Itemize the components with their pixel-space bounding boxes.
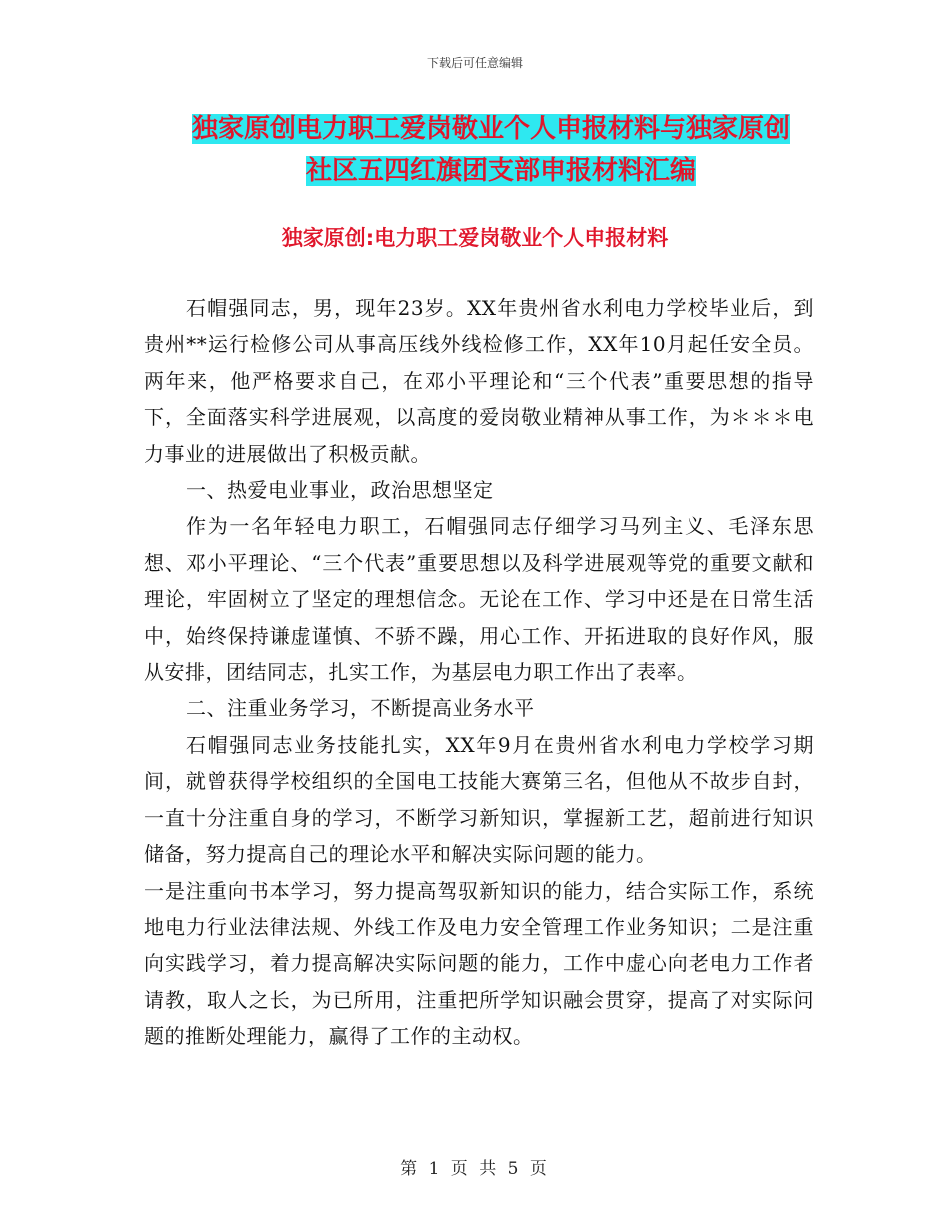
title-line-1: 独家原创电力职工爱岗敬业个人申报材料与独家原创 xyxy=(192,114,791,144)
heading-1: 一、热爱电业事业，政治思想坚定 xyxy=(186,478,494,503)
heading-2: 二、注重业务学习，不断提高业务水平 xyxy=(186,696,535,721)
document-title xyxy=(150,108,830,192)
page-footer: 第 1 页 共 5 页 xyxy=(400,1159,550,1179)
paragraph-1: 作为一名年轻电力职工，石帽强同志仔细学习马列主义、毛泽东思想、邓小平理论、“三个代表”重要思想以及科学进展观等党的重要文献和理论，牢固树立了坚定的理想信念。无论在工作、学习中还是在日常生活中，始终保持谦虚谨慎、不骄不躁，用心工作、开拓进取的良好作风，服从安排，团结同志，扎实工作，为基层电力职工作出了表率。 xyxy=(144,514,814,685)
paragraph-3: 一是注重向书本学习，努力提高驾驭新知识的能力，结合实际工作，系统地电力行业法律法规、外线工作及电力安全管理工作业务知识；二是注重向实践学习，着力提高解决实际问题的能力，工作中虚心向老电力工作者请教，取人之长，为已所用，注重把所学知识融会贯穿，提高了对实际问题的推断处理能力，赢得了工作的主动权。 xyxy=(144,878,814,1049)
paragraph-2: 石帽强同志业务技能扎实，XX年9月在贵州省水利电力学校学习期间，就曾获得学校组织的全国电工技能大赛第三名，但他从不故步自封，一直十分注重自身的学习，不断学习新知识，掌握新工艺，超前进行知识储备，努力提高自己的理论水平和解决实际问题的能力。 xyxy=(144,732,814,867)
section-title: 独家原创:电力职工爱岗敬业个人申报材料 xyxy=(281,226,669,250)
header-note: 下载后可任意编辑 xyxy=(426,56,523,70)
title-line-2: 社区五四红旗团支部申报材料汇编 xyxy=(306,156,697,186)
document-body xyxy=(144,290,814,1055)
paragraph-intro: 石帽强同志，男，现年23岁。XX年贵州省水利电力学校毕业后，到贵州**运行检修公司从事高压线外线检修工作，XX年10月起任安全员。两年来，他严格要求自己，在邓小平理论和“三个代表”重要思想的指导下，全面落实科学进展观，以高度的爱岗敬业精神从事工作，为＊＊＊电力事业的进展做出了积极贡献。 xyxy=(144,296,814,466)
